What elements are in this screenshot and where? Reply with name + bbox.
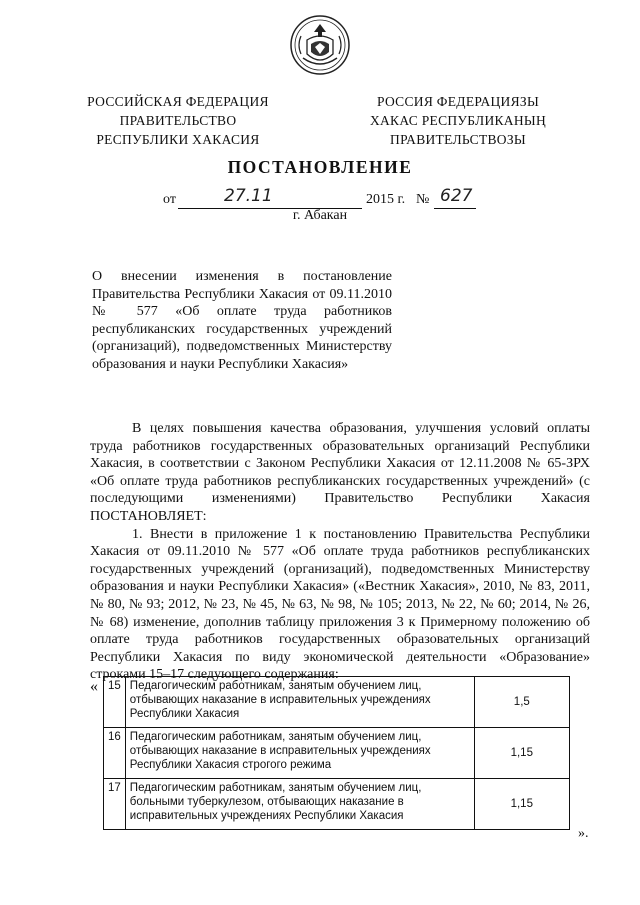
body-paragraph-2: 1. Внести в приложение 1 к постановлению Правительства Республики Хакасия от 09.11.2010 № 577 «Об оплате труда работников республиканских государственных учреждений (организаций), подведомственных Министерству образования и науки Республики Хакасия» («Вестник Хакасия», 2010, № 83, 2011, № 80, № 93; 2012, № 23, № 45, № 63, № 98, № 105; 2013, № 22, № 60; 2014, № 26, № 68) изменение, дополнив таблицу приложения 3 к Примерному положению об оплате труда работников государственных образовательных организаций Республики Хакасия по виду экономической деятельности «Образование» строками 15–17 следующего содержания:: [90, 526, 590, 683]
row-number: 15: [104, 677, 126, 728]
date-year: 2015 г.: [366, 192, 406, 207]
table-quote-open: «: [90, 678, 98, 695]
document-title: ПОСТАНОВЛЕНИЕ: [227, 157, 413, 177]
document-body: [90, 420, 590, 684]
header-left-russian: [80, 92, 276, 149]
table-row: [104, 779, 570, 830]
header-right-line-1: РОССИЯ ФЕДЕРАЦИЯЗЫ: [376, 94, 540, 109]
coefficients-table: [103, 676, 570, 830]
header-right-line-2: ХАКАС РЕСПУБЛИКАНЫҢ: [369, 113, 547, 128]
header-left-line-1: РОССИЙСКАЯ ФЕДЕРАЦИЯ: [87, 94, 269, 109]
row-description: Педагогическим работникам, занятым обучением лиц, отбывающих наказание в исправительных учреждениях Республики Хакасия строгого режима: [125, 728, 474, 779]
date-handwritten: 27.11: [224, 186, 273, 206]
date-from-label: от: [163, 192, 176, 207]
table-quote-close: ».: [578, 826, 589, 841]
header-left-line-2: ПРАВИТЕЛЬСТВО: [119, 113, 237, 128]
row-number: 17: [104, 779, 126, 830]
city-label: г. Абакан: [292, 208, 348, 223]
header-right-line-3: ПРАВИТЕЛЬСТВОЗЫ: [390, 132, 526, 147]
header-left-line-3: РЕСПУБЛИКИ ХАКАСИЯ: [96, 132, 260, 147]
table-row: [104, 728, 570, 779]
row-coefficient: 1,15: [474, 728, 569, 779]
row-coefficient: 1,15: [474, 779, 569, 830]
row-number: 16: [104, 728, 126, 779]
coat-of-arms-emblem: [289, 14, 351, 76]
row-coefficient: 1,5: [474, 677, 569, 728]
number-label: №: [416, 192, 430, 207]
row-description: Педагогическим работникам, занятым обучением лиц, отбывающих наказание в исправительных учреждениях Республики Хакасия: [125, 677, 474, 728]
table-row: [104, 677, 570, 728]
header-right-khakas: [360, 92, 556, 149]
row-description: Педагогическим работникам, занятым обучением лиц, больными туберкулезом, отбывающих наказание в исправительных учреждениях Республики Хакасия: [125, 779, 474, 830]
number-handwritten: 627: [440, 186, 473, 206]
body-paragraph-1: В целях повышения качества образования, улучшения условий оплаты труда работников государственных образовательных организаций Республики Хакасия, в соответствии с Законом Республики Хакасия от 12.11.2008 № 65-ЗРХ «Об оплате труда работников республиканских государственных учреждений» (с последующими изменениями) Правительство Республики Хакасия ПОСТАНОВЛЯЕТ:: [90, 421, 590, 524]
document-subject: О внесении изменения в постановление Правительства Республики Хакасия от 09.11.2010 № 577 «Об оплате труда работников республиканских государственных учреждений (организаций), подведомственных Министерству образования и науки Республики Хакасия»: [92, 269, 392, 372]
